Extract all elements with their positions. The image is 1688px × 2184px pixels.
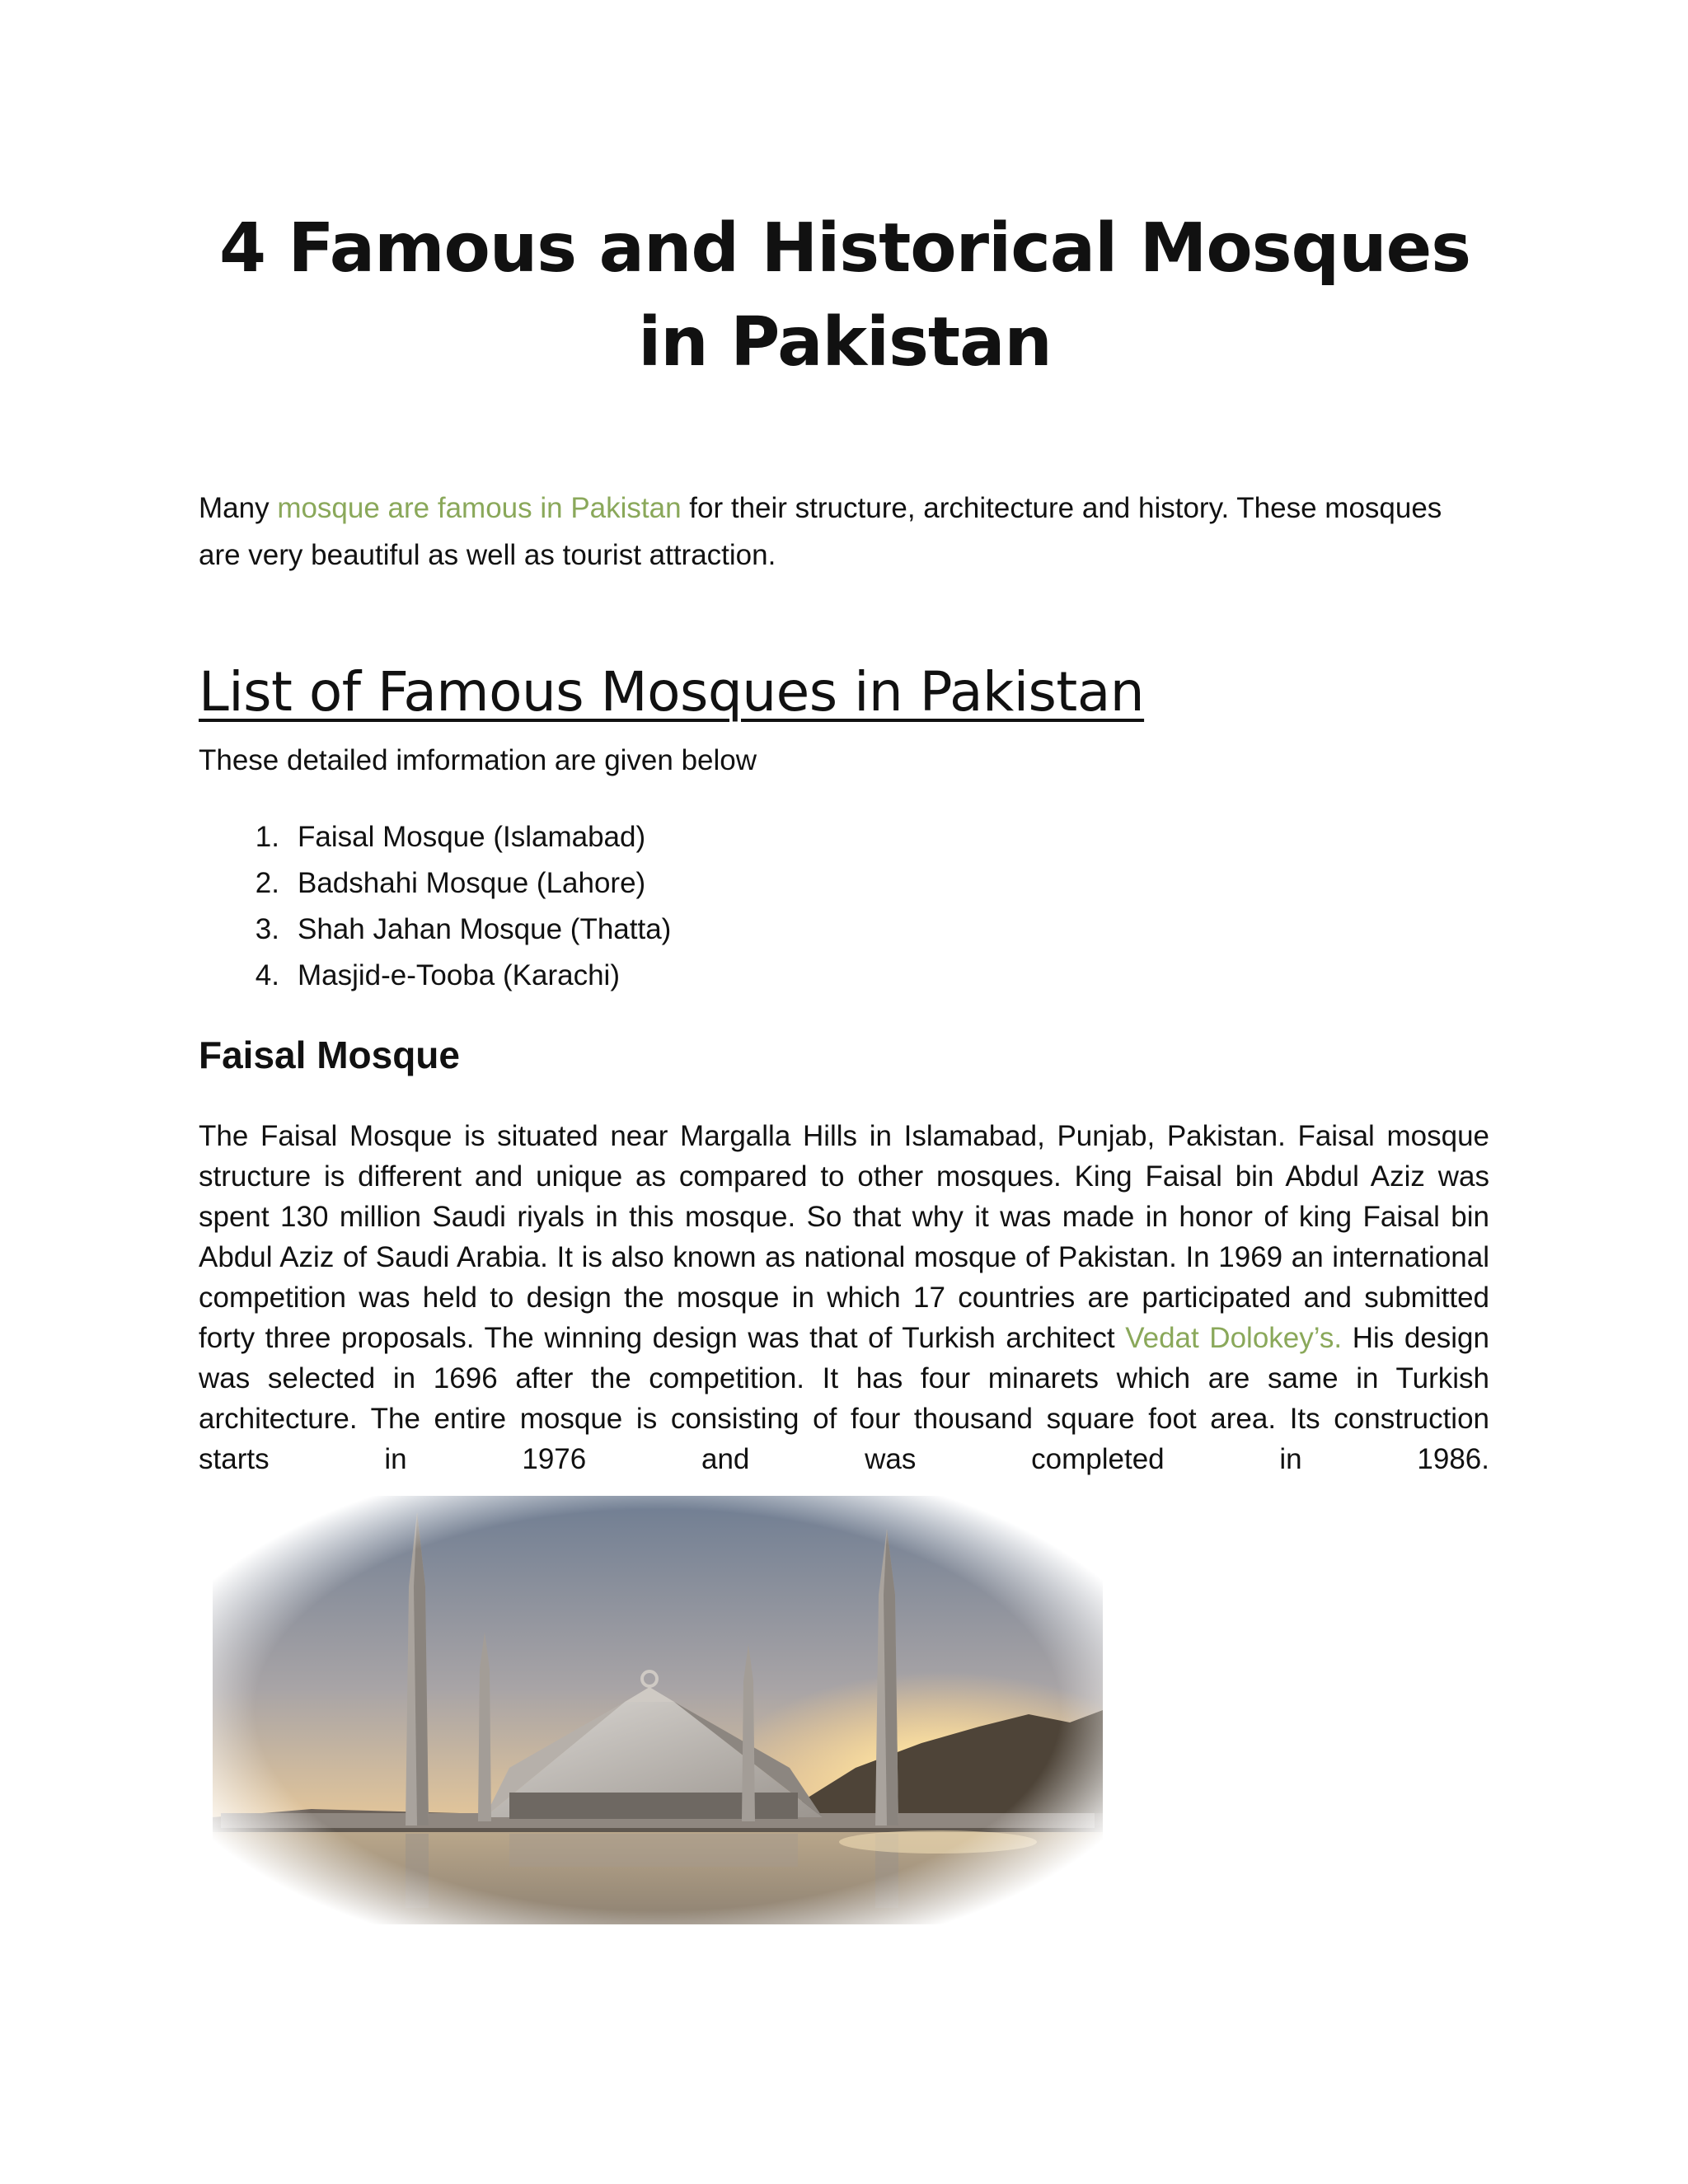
list-item-number: 2.: [255, 867, 279, 899]
list-item: [199, 860, 671, 907]
mosque-list: [199, 814, 671, 999]
list-item-label: Badshahi Mosque (Lahore): [298, 867, 646, 899]
list-item: [199, 814, 671, 860]
faisal-mosque-heading: Faisal Mosque: [199, 1033, 460, 1076]
list-item-label: Shah Jahan Mosque (Thatta): [298, 913, 672, 945]
list-section-heading: List of Famous Mosques in Pakistan: [199, 660, 1145, 724]
architect-link[interactable]: Vedat Dolokey’s.: [1125, 1322, 1343, 1354]
faisal-mosque-photo: [213, 1496, 1103, 1924]
faisal-paragraph-text-end: His design was selected in 1696 after the competition. It has four minarets which are same in Turkish architecture. The entire mosque is consisting of four thousand square foot area. Its construction starts in 1976 and was completed in 1986.: [199, 1322, 1489, 1475]
page-title: 4 Famous and Historical Mosques in Pakistan: [218, 209, 1471, 382]
mosques-famous-link[interactable]: mosque are famous in Pakistan: [277, 492, 682, 524]
list-item: [199, 907, 671, 953]
faisal-paragraph-text-start: The Faisal Mosque is situated near Margalla Hills in Islamabad, Punjab, Pakistan. Faisal mosque structure is different and unique as compared to other mosques. King Faisal bin Abdul Aziz was spent 130 million Saudi riyals in this mosque. So that why it was made in honor of king Faisal bin Abdul Aziz of Saudi Arabia. It is also known as national mosque of Pakistan. In 1969 an international competition was held to design the mosque in which 17 countries are participated and submitted forty three proposals. The winning design was that of Turkish architect: [199, 1120, 1489, 1354]
faisal-mosque-illustration: [213, 1496, 1103, 1924]
intro-text-start: Many: [199, 492, 278, 524]
list-intro-text: These detailed imformation are given below: [199, 744, 757, 776]
intro-paragraph: [199, 485, 1484, 579]
faisal-mosque-paragraph: [199, 1116, 1489, 1479]
list-item-label: Masjid-e-Tooba (Karachi): [298, 959, 620, 991]
list-item-number: 4.: [255, 959, 279, 991]
list-item: [199, 953, 671, 999]
list-item-number: 3.: [255, 913, 279, 945]
list-item-label: Faisal Mosque (Islamabad): [298, 821, 646, 853]
list-item-number: 1.: [255, 821, 279, 853]
intro-text-end: for their structure, architecture and history. These mosques are very beautiful as well as tourist attraction.: [199, 492, 1442, 571]
